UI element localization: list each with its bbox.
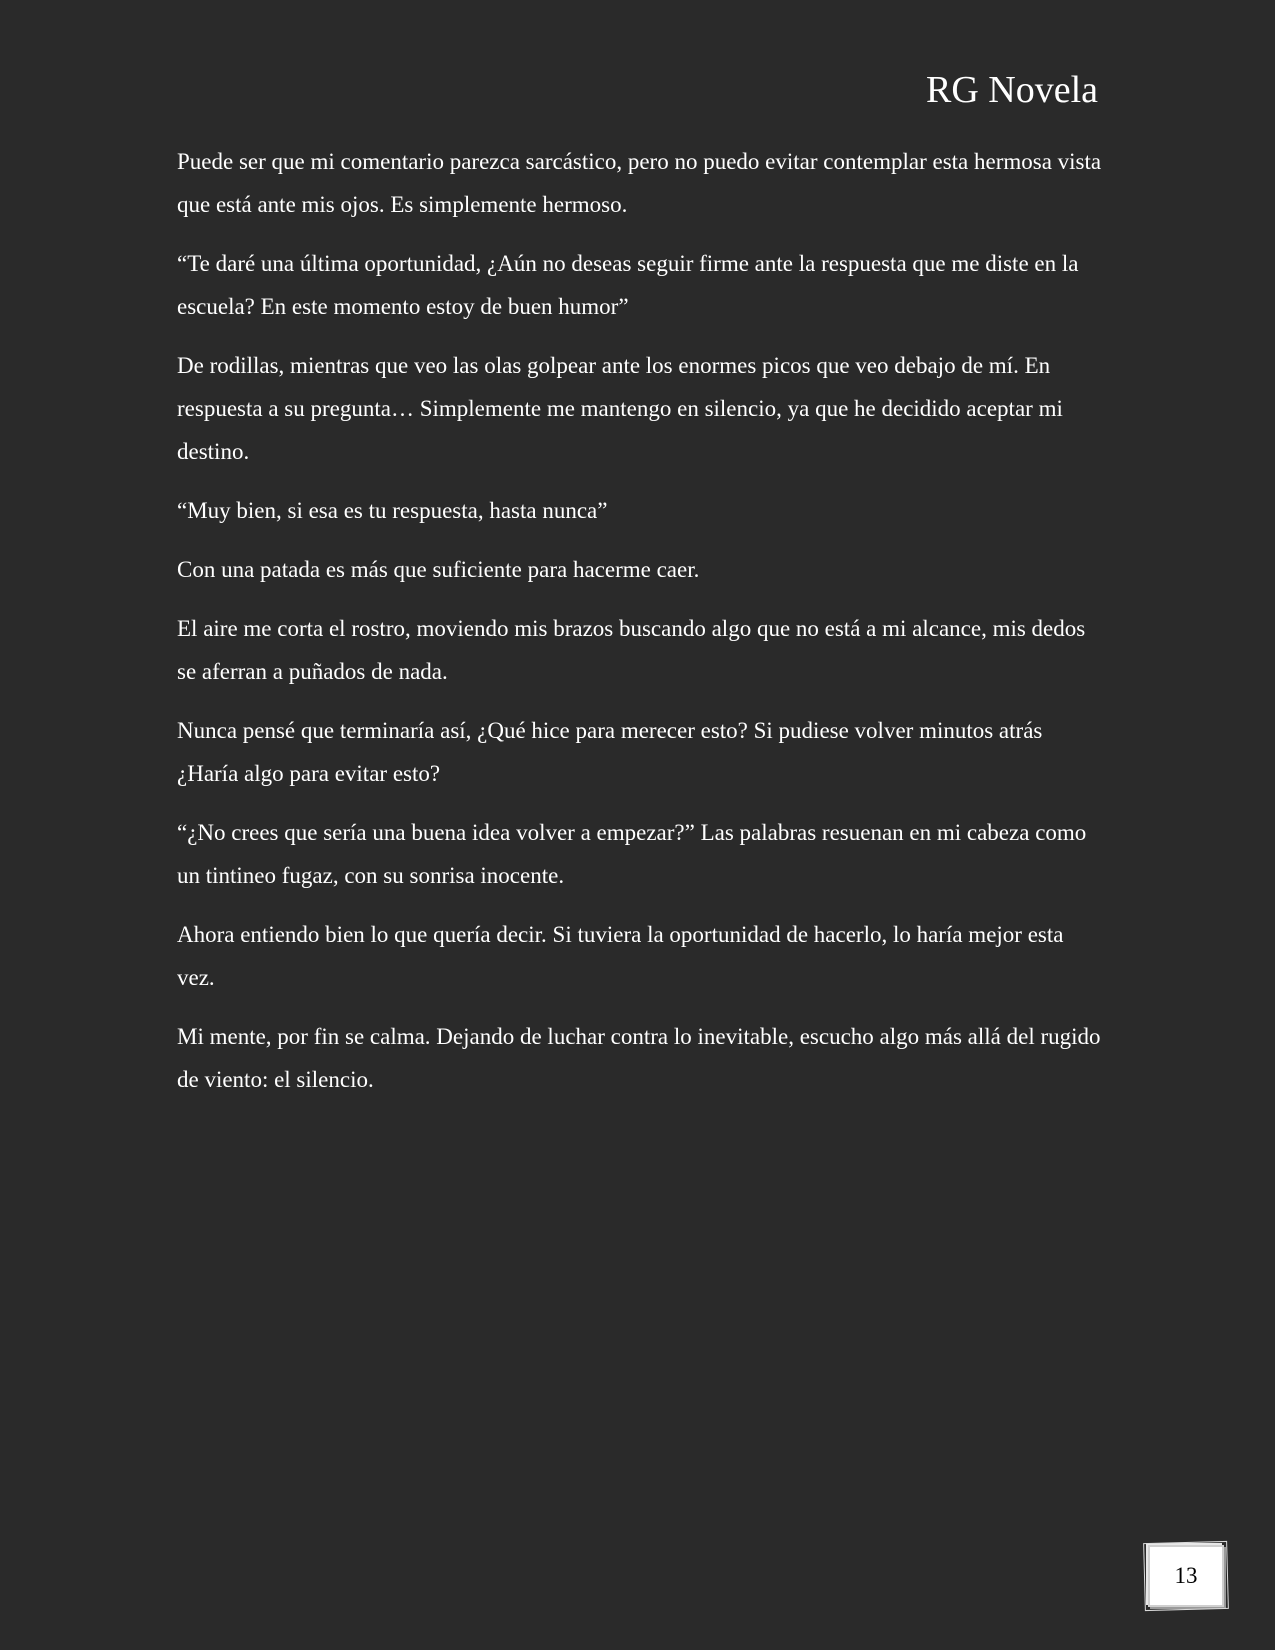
- paragraph-4: “Muy bien, si esa es tu respuesta, hasta nunca”: [177, 498, 608, 523]
- page-number-box: [1148, 1545, 1224, 1607]
- paragraph-3: De rodillas, mientras que veo las olas golpear ante los enormes picos que veo debajo de mí. En respuesta a su pregunta… Simplemente me mantengo en silencio, ya que he decidido aceptar mi destino.: [177, 353, 1063, 464]
- paragraph-7: Nunca pensé que terminaría así, ¿Qué hice para merecer esto? Si pudiese volver minutos atrás ¿Haría algo para evitar esto?: [177, 718, 1043, 786]
- page-number: 13: [1174, 1563, 1198, 1588]
- document-header-title: RG Novela: [925, 69, 1098, 111]
- paragraph-8: “¿No crees que sería una buena idea volver a empezar?” Las palabras resuenan en mi cabeza como un tintineo fugaz, con su sonrisa inocente.: [177, 820, 1087, 888]
- paragraph-2: “Te daré una última oportunidad, ¿Aún no deseas seguir firme ante la respuesta que me diste en la escuela? En este momento estoy de buen humor”: [177, 251, 1079, 319]
- paragraph-6: El aire me corta el rostro, moviendo mis brazos buscando algo que no está a mi alcance, mis dedos se aferran a puñados de nada.: [177, 616, 1086, 684]
- paragraph-1: Puede ser que mi comentario parezca sarcástico, pero no puedo evitar contemplar esta hermosa vista que está ante mis ojos. Es simplemente hermoso.: [177, 149, 1102, 217]
- paragraph-9: Ahora entiendo bien lo que quería decir. Si tuviera la oportunidad de hacerlo, lo haría mejor esta vez.: [177, 922, 1064, 990]
- document-body: [177, 140, 1102, 1117]
- paragraph-5: Con una patada es más que suficiente para hacerme caer.: [177, 557, 700, 582]
- paragraph-10: Mi mente, por fin se calma. Dejando de luchar contra lo inevitable, escucho algo más allá del rugido de viento: el silencio.: [177, 1024, 1101, 1092]
